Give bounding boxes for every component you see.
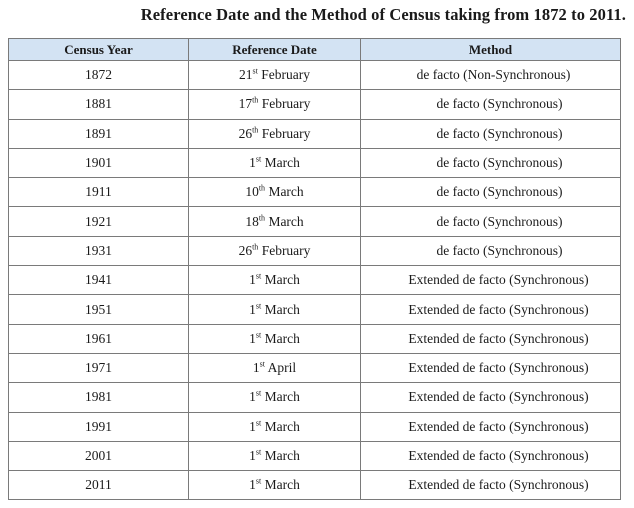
date-month: March: [268, 213, 304, 229]
reference-date-cell: [189, 90, 361, 119]
date-day: 1: [249, 155, 256, 171]
census-year-cell: 1872: [9, 61, 189, 90]
reference-date-cell: [189, 119, 361, 148]
date-month: March: [268, 184, 304, 200]
table-row: [9, 61, 621, 90]
census-year-cell: 1921: [9, 207, 189, 236]
date-day: 26: [238, 125, 253, 141]
table-row: [9, 90, 621, 119]
date-ordinal-suffix: st: [255, 418, 262, 428]
date-day: 1: [249, 330, 256, 346]
date-month: February: [261, 242, 311, 258]
reference-date-cell: [189, 324, 361, 353]
table-row: [9, 148, 621, 177]
method-cell: [361, 471, 621, 500]
reference-date-cell: [189, 471, 361, 500]
table-row: [9, 353, 621, 382]
method-cell: [361, 353, 621, 382]
date-month: February: [261, 125, 311, 141]
table-body: [9, 61, 621, 500]
method-cell: [361, 295, 621, 324]
reference-date-cell: [189, 266, 361, 295]
table-row: [9, 266, 621, 295]
census-year-cell: 1981: [9, 383, 189, 412]
census-year-cell: 2011: [9, 471, 189, 500]
reference-date-cell: [189, 441, 361, 470]
census-year-cell: 1961: [9, 324, 189, 353]
date-day: 1: [249, 389, 256, 405]
method-text: Extended de facto (Synchronous): [408, 360, 589, 376]
date-month: March: [264, 272, 300, 288]
census-year-cell: 1901: [9, 148, 189, 177]
reference-date-cell: [189, 178, 361, 207]
census-year-cell: 1951: [9, 295, 189, 324]
table-row: [9, 178, 621, 207]
method-text: de facto (Synchronous): [436, 96, 563, 112]
date-day: 1: [249, 477, 256, 493]
method-cell: [361, 383, 621, 412]
method-text: Extended de facto (Synchronous): [408, 301, 589, 317]
method-cell: [361, 90, 621, 119]
census-year-cell: 1931: [9, 236, 189, 265]
date-month: March: [264, 301, 300, 317]
reference-date-cell: [189, 412, 361, 441]
date-ordinal-suffix: th: [258, 213, 266, 223]
method-cell: [361, 441, 621, 470]
table-row: [9, 295, 621, 324]
table-row: [9, 383, 621, 412]
reference-date-cell: [189, 236, 361, 265]
date-ordinal-suffix: st: [255, 447, 262, 457]
date-day: 1: [249, 418, 256, 434]
method-text: de facto (Synchronous): [436, 242, 563, 258]
method-text: Extended de facto (Synchronous): [408, 418, 589, 434]
method-text: de facto (Synchronous): [436, 184, 563, 200]
date-day: 17: [238, 96, 253, 112]
census-year-cell: 1971: [9, 353, 189, 382]
method-cell: [361, 178, 621, 207]
method-cell: [361, 236, 621, 265]
census-year-cell: 1941: [9, 266, 189, 295]
table-row: [9, 412, 621, 441]
date-ordinal-suffix: st: [255, 271, 262, 281]
method-cell: [361, 207, 621, 236]
page-title: Reference Date and the Method of Census taking from 1872 to 2011.: [140, 5, 626, 24]
method-cell: [361, 148, 621, 177]
date-month: April: [267, 360, 297, 376]
table-row: [9, 324, 621, 353]
date-day: 1: [249, 301, 256, 317]
method-text: Extended de facto (Synchronous): [408, 330, 589, 346]
method-cell: [361, 119, 621, 148]
date-ordinal-suffix: th: [252, 242, 259, 252]
date-day: 1: [249, 272, 256, 288]
date-day: 26: [238, 242, 253, 258]
method-text: de facto (Synchronous): [436, 155, 563, 171]
date-ordinal-suffix: st: [255, 301, 262, 311]
reference-date-cell: [189, 295, 361, 324]
date-month: February: [261, 67, 310, 83]
census-year-cell: 1911: [9, 178, 189, 207]
reference-date-cell: [189, 148, 361, 177]
method-text: de facto (Synchronous): [436, 125, 563, 141]
method-cell: [361, 61, 621, 90]
date-month: March: [264, 330, 300, 346]
date-month: March: [264, 448, 300, 463]
date-ordinal-suffix: st: [255, 154, 262, 164]
date-ordinal-suffix: st: [259, 359, 265, 369]
method-text: Extended de facto (Synchronous): [408, 272, 589, 288]
date-month: February: [261, 96, 311, 112]
method-cell: [361, 266, 621, 295]
census-table: [8, 38, 621, 500]
date-ordinal-suffix: st: [252, 66, 258, 76]
census-year-cell: 2001: [9, 441, 189, 470]
census-year-cell: 1991: [9, 412, 189, 441]
date-ordinal-suffix: th: [252, 95, 259, 105]
date-ordinal-suffix: th: [258, 183, 266, 193]
method-text: de facto (Non-Synchronous): [416, 67, 571, 83]
date-month: March: [264, 477, 300, 493]
date-month: March: [264, 389, 300, 405]
date-day: 1: [252, 360, 260, 376]
method-text: Extended de facto (Synchronous): [408, 389, 589, 405]
date-day: 18: [245, 213, 259, 229]
date-day: 21: [239, 67, 253, 83]
header-census-year: Census Year: [9, 39, 189, 61]
table-row: [9, 207, 621, 236]
date-ordinal-suffix: st: [255, 388, 262, 398]
reference-date-cell: [189, 207, 361, 236]
table-row: [9, 236, 621, 265]
reference-date-cell: [189, 383, 361, 412]
reference-date-cell: [189, 61, 361, 90]
table-row: [9, 119, 621, 148]
census-year-cell: 1891: [9, 119, 189, 148]
date-ordinal-suffix: st: [255, 330, 262, 340]
census-year-cell: 1881: [9, 90, 189, 119]
method-text: Extended de facto (Synchronous): [408, 448, 589, 463]
method-cell: [361, 412, 621, 441]
header-row: [9, 39, 621, 61]
table-header: [9, 39, 621, 61]
date-month: March: [264, 155, 300, 171]
date-day: 10: [245, 184, 259, 200]
method-text: Extended de facto (Synchronous): [408, 477, 589, 493]
reference-date-cell: [189, 353, 361, 382]
table-row: [9, 441, 621, 470]
header-reference-date: Reference Date: [189, 39, 361, 61]
date-ordinal-suffix: st: [255, 476, 262, 486]
date-day: 1: [249, 448, 256, 463]
table-row: [9, 471, 621, 500]
method-text: de facto (Synchronous): [436, 213, 563, 229]
date-month: March: [264, 418, 300, 434]
method-cell: [361, 324, 621, 353]
date-ordinal-suffix: th: [252, 125, 259, 135]
header-method: Method: [361, 39, 621, 61]
